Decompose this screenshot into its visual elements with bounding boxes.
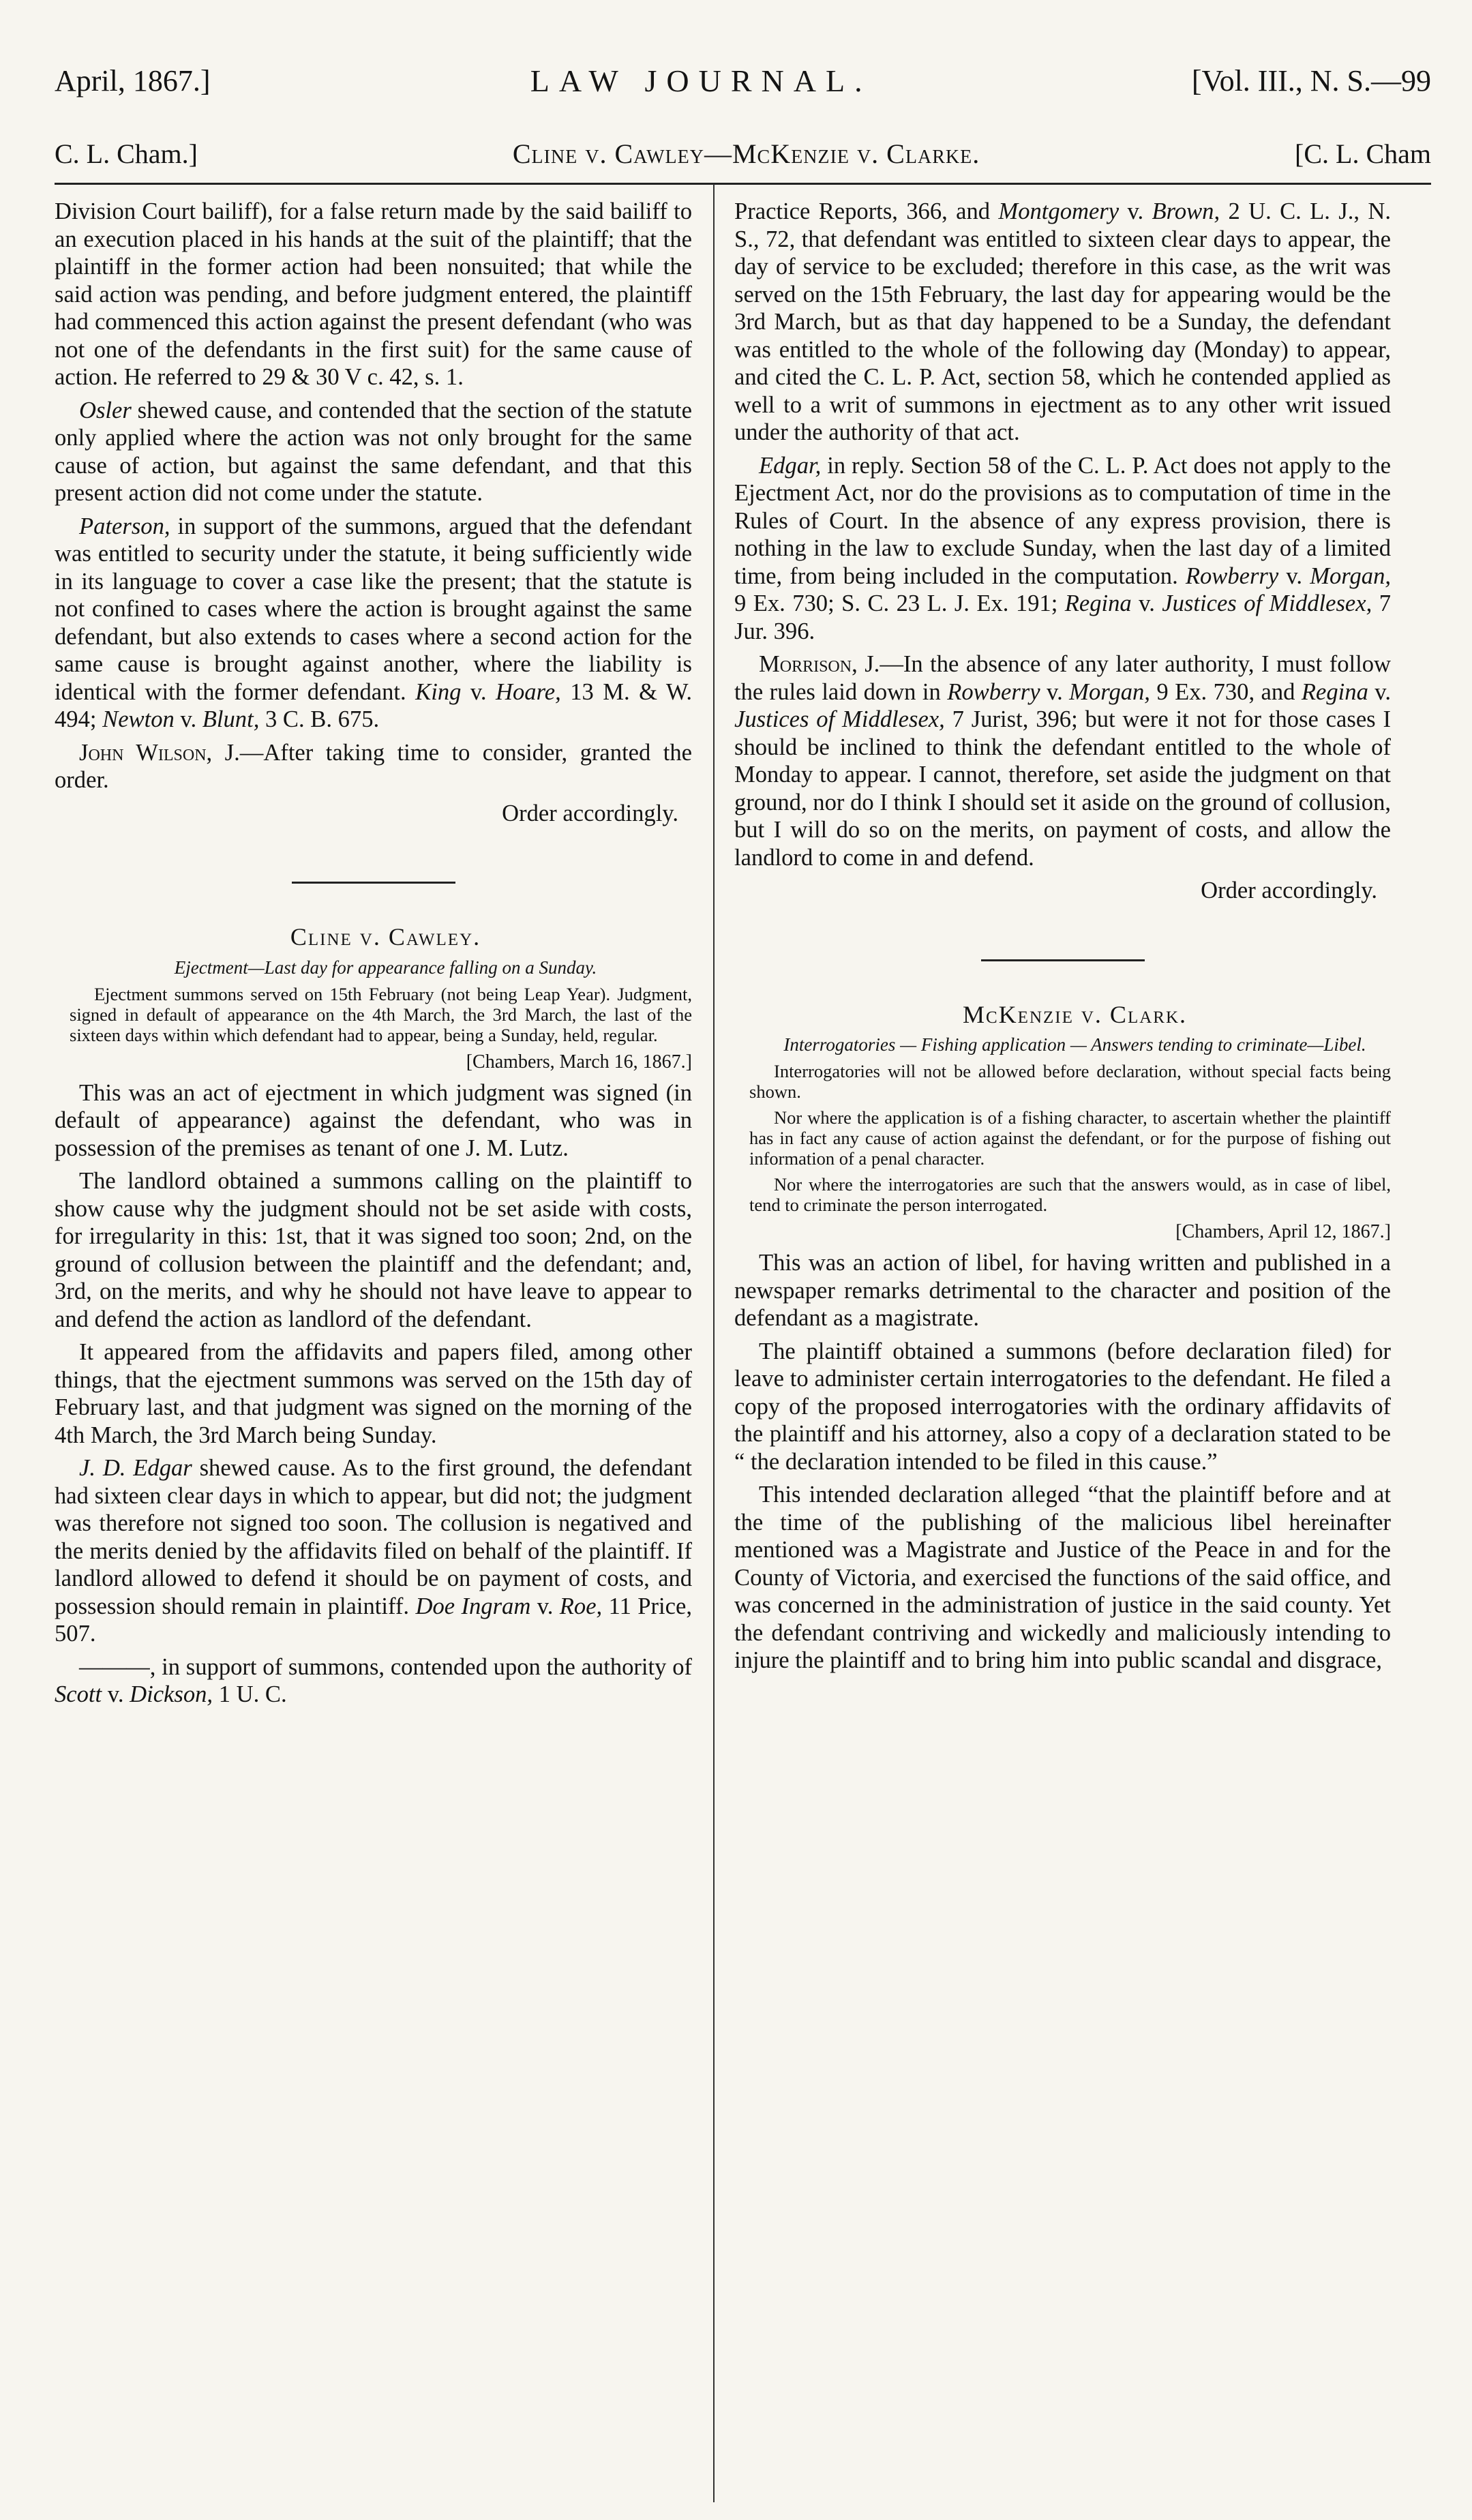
header-date: April, 1867.]: [55, 63, 211, 97]
citation-text: 3 C. B. 675.: [259, 706, 380, 732]
paragraph-text: The landlord obtained a summons calling on the plaintiff to show cause why the judgment should not be set aside with costs, for irregularity in this: 1st, that it was signed too soon; 2nd, on the ground of collusion between the plaintiff and the defendant; and, 3rd, on the merits, and why he should not have leave to appear to and defend the action as landlord of the defendant.: [55, 1168, 692, 1332]
paragraph-text: 7 Jurist, 396; but were it not for those cases I should be inclined to think the defendant entitled to the whole of Monday to appear. I cannot, therefore, set aside the judgment on that ground, nor do I think I should set it aside on the ground of collusion, but I will do so on the merits, on payment of costs, and allow the landlord to come in and defend.: [734, 706, 1391, 871]
case-citation: Montgomery: [998, 198, 1120, 224]
section-separator: [981, 959, 1145, 961]
citation-text: v.: [530, 1593, 560, 1619]
paragraph-text: 2 U. C. L. J., N. S., 72, that defendant was entitled to sixteen clear days to appear, the day of service to be excluded; therefore in this case, as the writ was served on the 15th February, the last day for appearing would be the 3rd March, but as that day happened to be a Sunday, the defendant was entitled to the whole of the following day (Monday) to appear, and cited the C. L. P. Act, section 58, which he contended applied as well to a writ of summons in ejectment as to any other writ issued under the authority of that act.: [734, 198, 1391, 445]
case-citation: Blunt,: [202, 706, 260, 732]
paragraph: [734, 1249, 1391, 1332]
citation-text: v.: [102, 1681, 130, 1707]
paragraph: [734, 452, 1391, 646]
counsel-name: Paterson,: [79, 513, 170, 539]
headnote: Nor where the application is of a fishing character, to ascertain whether the plaintiff has in fact any cause of action against the defendant, or for the purpose of fishing out information of a penal character.: [749, 1107, 1391, 1169]
case-citation: Rowberry: [1185, 562, 1279, 589]
running-title: Cline v. Cawley—McKenzie v. Clarke.: [512, 138, 980, 169]
paragraph-text: —After taking time to consider, granted the order.: [55, 739, 692, 793]
paragraph: [734, 198, 1391, 447]
catchwords: Ejectment—Last day for appearance falling on a Sunday.: [174, 957, 597, 978]
paragraph: [55, 1167, 692, 1333]
headnote: Nor where the interrogatories are such that the answers would, as in case of libel, tend to criminate the person interrogated.: [749, 1174, 1391, 1215]
catchwords: Interrogatories — Fishing application — Answers tending to criminate—Libel.: [783, 1034, 1366, 1055]
paragraph-text: This was an act of ejectment in which judgment was signed (in default of appearance) against the defendant, who was in possession of the premises as tenant of one J. M. Lutz.: [55, 1079, 692, 1161]
citation-text: 1 U. C.: [213, 1681, 287, 1707]
paragraph: [734, 650, 1391, 871]
headnote: Interrogatories will not be allowed before declaration, without special facts being shown.: [749, 1061, 1391, 1102]
citation-text: v.: [1119, 198, 1152, 224]
column-divider: [713, 184, 715, 2502]
counsel-name: Edgar,: [759, 452, 822, 479]
paragraph-text: It appeared from the affidavits and papers filed, among other things, that the ejectment summons was served on the 15th day of February last, and that judgment was signed on the morning of the 4th March, the 3rd March being Sunday.: [55, 1339, 692, 1448]
judge-name: Morrison, J.: [759, 651, 880, 677]
citation-text: 13 M. & W. 494;: [55, 678, 692, 732]
court-right: [C. L. Cham: [1295, 138, 1431, 169]
court-date: [Chambers, March 16, 1867.]: [466, 1051, 692, 1072]
citation-text: 9 Ex. 730, and: [1150, 678, 1302, 705]
case-citation: King: [415, 678, 462, 705]
paragraph-text: This intended declaration alleged “that the plaintiff before and at the time of the publishing of the malicious libel hereinafter mentioned was a Magistrate and Justice of the Peace in and for the County of Victoria, and exercised the functions of the said office, and was concerned in the administration of justice in the said county. Yet the defendant contriving and wickedly and maliciously intending to injure the plaintiff and to bring him into public scandal and disgrace,: [734, 1482, 1391, 1673]
paragraph-text: This was an action of libel, for having written and published in a newspaper remarks detrimental to the character and position of the defendant as a magistrate.: [734, 1250, 1391, 1331]
case-citation: Scott: [55, 1681, 102, 1707]
paragraph-text: —In the absence of any later authority, I must follow the rules laid down in: [734, 651, 1391, 705]
case-citation: Hoare,: [496, 678, 561, 705]
journal-title: LAW JOURNAL.: [530, 63, 872, 98]
paragraph-text: in support of summons, contended upon the authority of: [155, 1653, 692, 1680]
counsel-name: Osler: [79, 397, 132, 423]
paragraph-text: The plaintiff obtained a summons (before declaration filed) for leave to administer certain interrogatories to the defendant. He filed a copy of the proposed interrogatories with the ordinary affidavits of the plaintiff and his attorney, also a copy of a declaration stated to be “ the declaration intended to be filed in this cause.”: [734, 1338, 1391, 1475]
paragraph-text: shewed cause, and contended that the section of the statute only applied where the action was not only brought for the same cause of action, but against the same defendant, and that this present action did not come under the statute.: [55, 397, 692, 506]
right-column: [734, 198, 1391, 1680]
citation-text: v.: [1040, 678, 1070, 705]
citation-text: 11 Price, 507.: [55, 1593, 692, 1647]
order-line: Order accordingly.: [502, 800, 678, 826]
case-citation: Justices of Middlesex,: [734, 706, 945, 732]
case-title: Cline v. Cawley.: [290, 923, 481, 950]
citation-text: v.: [174, 706, 202, 732]
case-citation: Morgan,: [1310, 562, 1391, 589]
left-column: [55, 198, 692, 1714]
case-citation: Regina: [1064, 590, 1132, 616]
counsel-dash: ———,: [79, 1653, 156, 1680]
paragraph: [734, 1481, 1391, 1675]
case-citation: Rowberry: [947, 678, 1040, 705]
running-header: [55, 130, 1431, 177]
page-header: [55, 53, 1431, 108]
case-citation: Morgan,: [1069, 678, 1150, 705]
case-title: McKenzie v. Clark.: [963, 1000, 1187, 1028]
counsel-name: J. D. Edgar: [79, 1455, 192, 1481]
paragraph: [55, 513, 692, 734]
paragraph: [55, 1079, 692, 1162]
citation-text: 7 Jur. 396.: [734, 590, 1392, 644]
citation-text: v.: [1278, 562, 1310, 589]
header-rule: [55, 183, 1431, 185]
judge-name: John Wilson, J.: [79, 739, 240, 766]
paragraph: [55, 198, 692, 391]
paragraph: [734, 1338, 1391, 1476]
section-separator: [292, 882, 455, 884]
paragraph-text: Division Court bailiff), for a false return made by the said bailiff to an execution placed in his hands at the suit of the plaintiff; that the plaintiff in the former action had been nonsuited; that while the said action was pending, and before judgment entered, the plaintiff had commenced this action against the present defendant (who was not one of the defendants in the first suit) for the same cause of action. He referred to 29 & 30 V c. 42, s. 1.: [55, 198, 692, 390]
case-citation: Dickson,: [130, 1681, 213, 1707]
case-citation: Roe,: [559, 1593, 603, 1619]
paragraph-text: Practice Reports, 366, and: [734, 198, 999, 224]
paragraph-text: shewed cause. As to the first ground, the defendant had sixteen clear days in which to appear, but did not; the judgment was therefore not signed too soon. The collusion is negatived and the merits denied by the affidavits filed on behalf of the plaintiff. If landlord allowed to defend it should be on payment of costs, and possession should remain in plaintiff.: [55, 1455, 693, 1619]
case-citation: Brown,: [1152, 198, 1220, 224]
paragraph: [55, 397, 692, 507]
paragraph-text: in support of the summons, argued that the defendant was entitled to security under the statute, it being sufficiently wide in its language to cover a case like the present; that the statute is not confined to cases where the action is brought against the same defendant, but also extends to cases where a second action for the same cause is brought against another, where the liability is identical with the former defendant.: [55, 513, 692, 705]
paragraph: [55, 1653, 692, 1709]
paragraph-text: in reply. Section 58 of the C. L. P. Act does not apply to the Ejectment Act, nor do the provisions as to computation of time in the Rules of Court. In the absence of any express provision, there is nothing in the law to exclude Sunday, when the last day of a limited time, from being included in the computation.: [734, 452, 1391, 589]
order-line: Order accordingly.: [1201, 877, 1377, 903]
citation-text: v.: [461, 678, 496, 705]
header-volume: [Vol. III., N. S.—99: [1191, 63, 1431, 97]
case-citation: Justices of Middlesex,: [1162, 590, 1372, 616]
case-citation: Regina: [1301, 678, 1368, 705]
paragraph: [55, 1454, 692, 1648]
case-citation: Newton: [102, 706, 175, 732]
paragraph: [55, 1338, 692, 1449]
citation-text: v.: [1368, 678, 1391, 705]
citation-text: 9 Ex. 730; S. C. 23 L. J. Ex. 191;: [734, 590, 1065, 616]
court-date: [Chambers, April 12, 1867.]: [1175, 1221, 1391, 1242]
court-left: C. L. Cham.]: [55, 138, 198, 169]
citation-text: v.: [1131, 590, 1162, 616]
case-citation: Doe Ingram: [415, 1593, 531, 1619]
headnote: Ejectment summons served on 15th February (not being Leap Year). Judgment, signed in default of appearance on the 4th March, the 3rd March, the last of the sixteen days within which defendant had to appear, being a Sunday, held, regular.: [70, 983, 692, 1045]
paragraph: [55, 739, 692, 794]
